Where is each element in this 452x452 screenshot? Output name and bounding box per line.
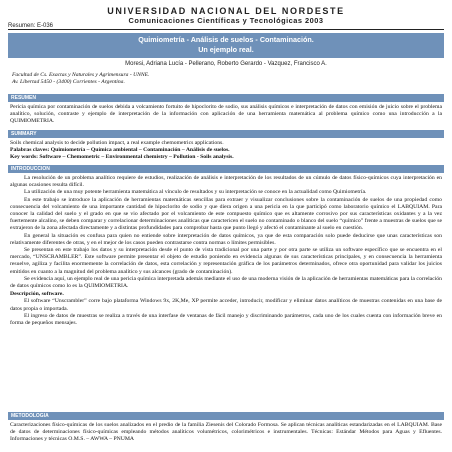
section-bar-introduccion: INTRODUCCION: [8, 165, 444, 173]
title-line-1: Quimiometría - Análisis de suelos - Contaminación.: [138, 35, 314, 44]
affiliation-line-2: Av. Libertad 5450 - (3400) Corrientes - Argentina.: [12, 79, 125, 85]
paper-title: [8, 33, 444, 58]
section-bar-summary: SUMMARY: [8, 130, 444, 138]
page-header: [8, 4, 444, 30]
section-bar-metodologia: METODOLOGIA: [8, 412, 444, 420]
summary-text: Soils chemical analysis to decide pollution impact, a real example chemometrics applications.: [10, 140, 224, 146]
conference-name: Comunicaciones Científicas y Tecnológicas 2003: [128, 16, 324, 25]
software-paragraph: El ingreso de datos de muestras se realiza a través de una interfase de ventanas de fácil manejo y discriminando parámetros, cada uno de los cuales cuenta con información breve en forma de pequeños mensajes.: [10, 312, 442, 327]
university-name: UNIVERSIDAD NACIONAL DEL NORDESTE: [107, 6, 345, 16]
intro-paragraph: Se presentan en este trabajo los datos y su interpretación desde el punto de vista tradicional por una parte y por otra parte se utiliza un software específico que se encuentra en el mercado, “UNSCRAMBLER”. Este software permite presentar el objeto de estudio poniendo en evidencia algunas de sus características principales, y en consecuencia la herramienta resuelve, agiliza y facilita enormemente la correlación de datos, esta correlación y representación gráfica de los parámetros determinados, ofrece otra oportunidad para validar los juicios emitidos en cuanto a la magnitud del problema analítico y sus alcances (grado de contaminación).: [10, 247, 442, 275]
intro-paragraph: En general la situación es confusa para quien no entiende sobre interpretación de datos químicos, ya que de esta comparación solo puede deducirse que unas características son relativamente diferentes de otras, y en el mejor de los casos pueden contrastarse contra normas o límites permisibles.: [10, 232, 442, 246]
metodologia-text: Caracterizaciones físico-químicas de los suelos analizados en el predio de la familia Ziesenis del Colorado Formosa. Se aplican técnicas analíticas estandarizadas en el LABQUIAM. Base de datos de determinaciones físico-químicas empleando métodos analíticos volumétricos, colorimétricos e instrumentales. Técnicas: Estándar Métodos para Aguas y Efluentes. Informaciones y técnicas O.M.S. – AWWA – PNUMA: [10, 422, 442, 443]
summary-block: [10, 140, 442, 162]
software-paragraph: El software “Unscrambler” corre bajo plataforma Windows 9x, 2K,Me, XP permite acceder, introducir, modificar y eliminar datos analíticos de muestras contenidas en una base de datos propia o importada.: [10, 298, 442, 312]
affiliation-line-1: Facultad de Cs. Exactas y Naturales y Agrimensura - UNNE.: [12, 72, 150, 78]
keywords-spanish: Palabras claves: Quimiometría – Química ambiental – Contaminación – Análisis de suelos.: [10, 147, 230, 154]
intro-paragraph: La utilización de una muy potente herramienta matemática al vínculo de resultados y su interpretación se conoce en la actualidad como Quimiometría.: [24, 189, 367, 196]
abstract-id: Resumen: E-036: [8, 23, 54, 29]
keywords-english: Key words: Software – Chemometric – Environmental chemistry – Pollution - Soils analysis.: [10, 154, 234, 161]
intro-paragraph: En este trabajo se introduce la aplicación de herramientas matemáticas sencillas para extraer y visualizar conclusiones sobre la contaminación de suelos de una propiedad como consecuencia del volcamiento de una importante cantidad de hipoclorito de sodio y que diera origen a una pericia en la que participó como laboratorio químico el LABQUIAM. Para conocer la calidad del suelo y el grado en que se vio afectado por el volcamiento de este compuesto químico que es altamente corrosivo por sus características oxidantes y a la vez fuertemente alcalino, se deben comparar y correlacionar determinaciones analíticas que caractericen el suelo no contaminado o blanco del suelo “químico” frente a muestras de suelos que se extrajeron de la zona afectada directamente y a distintas profundidades para comprobar hasta que punto llegó y afectó el contaminante al suelo en cuestión.: [10, 196, 442, 232]
intro-paragraph: La resolución de un problema analítico requiere de estudios, realización de análisis e interpretación de los resultados de un cúmulo de datos físico-químicos cuya interpretación en algunas ocasiones resulta difícil.: [10, 175, 442, 189]
intro-paragraph: Se evidencia aquí, un ejemplo real de una pericia química interpretada además mediante el uso de una moderna visión de la aplicación de herramientas matemáticas para la correlación de datos químicos como lo es la QUIMIOMETRIA.: [10, 275, 442, 290]
author-list: Moresi, Adriana Lucía - Pellerano, Roberto Gerardo - Vazquez, Francisco A.: [125, 61, 327, 67]
affiliation: [12, 72, 442, 86]
section-bar-resumen: RESUMEN: [8, 94, 444, 102]
title-line-2: Un ejemplo real.: [198, 44, 254, 54]
introduccion-block: [10, 175, 442, 327]
resumen-text: Pericia química por contaminación de suelos debida a volcamiento fortuito de hipoclorito de sodio, sus análisis químicos e interpretación de datos con emisión de juicio sobre el problema analítico, solución, contraste y ejemplo de interpretación de la información con aplicación de una herramienta matemática al problema químico como una introducción a la QUIMIOMETRIA.: [10, 104, 442, 125]
software-subheading: Descripción, software.: [10, 291, 64, 298]
resumen-block: [10, 104, 442, 126]
metodologia-block: [10, 422, 442, 444]
